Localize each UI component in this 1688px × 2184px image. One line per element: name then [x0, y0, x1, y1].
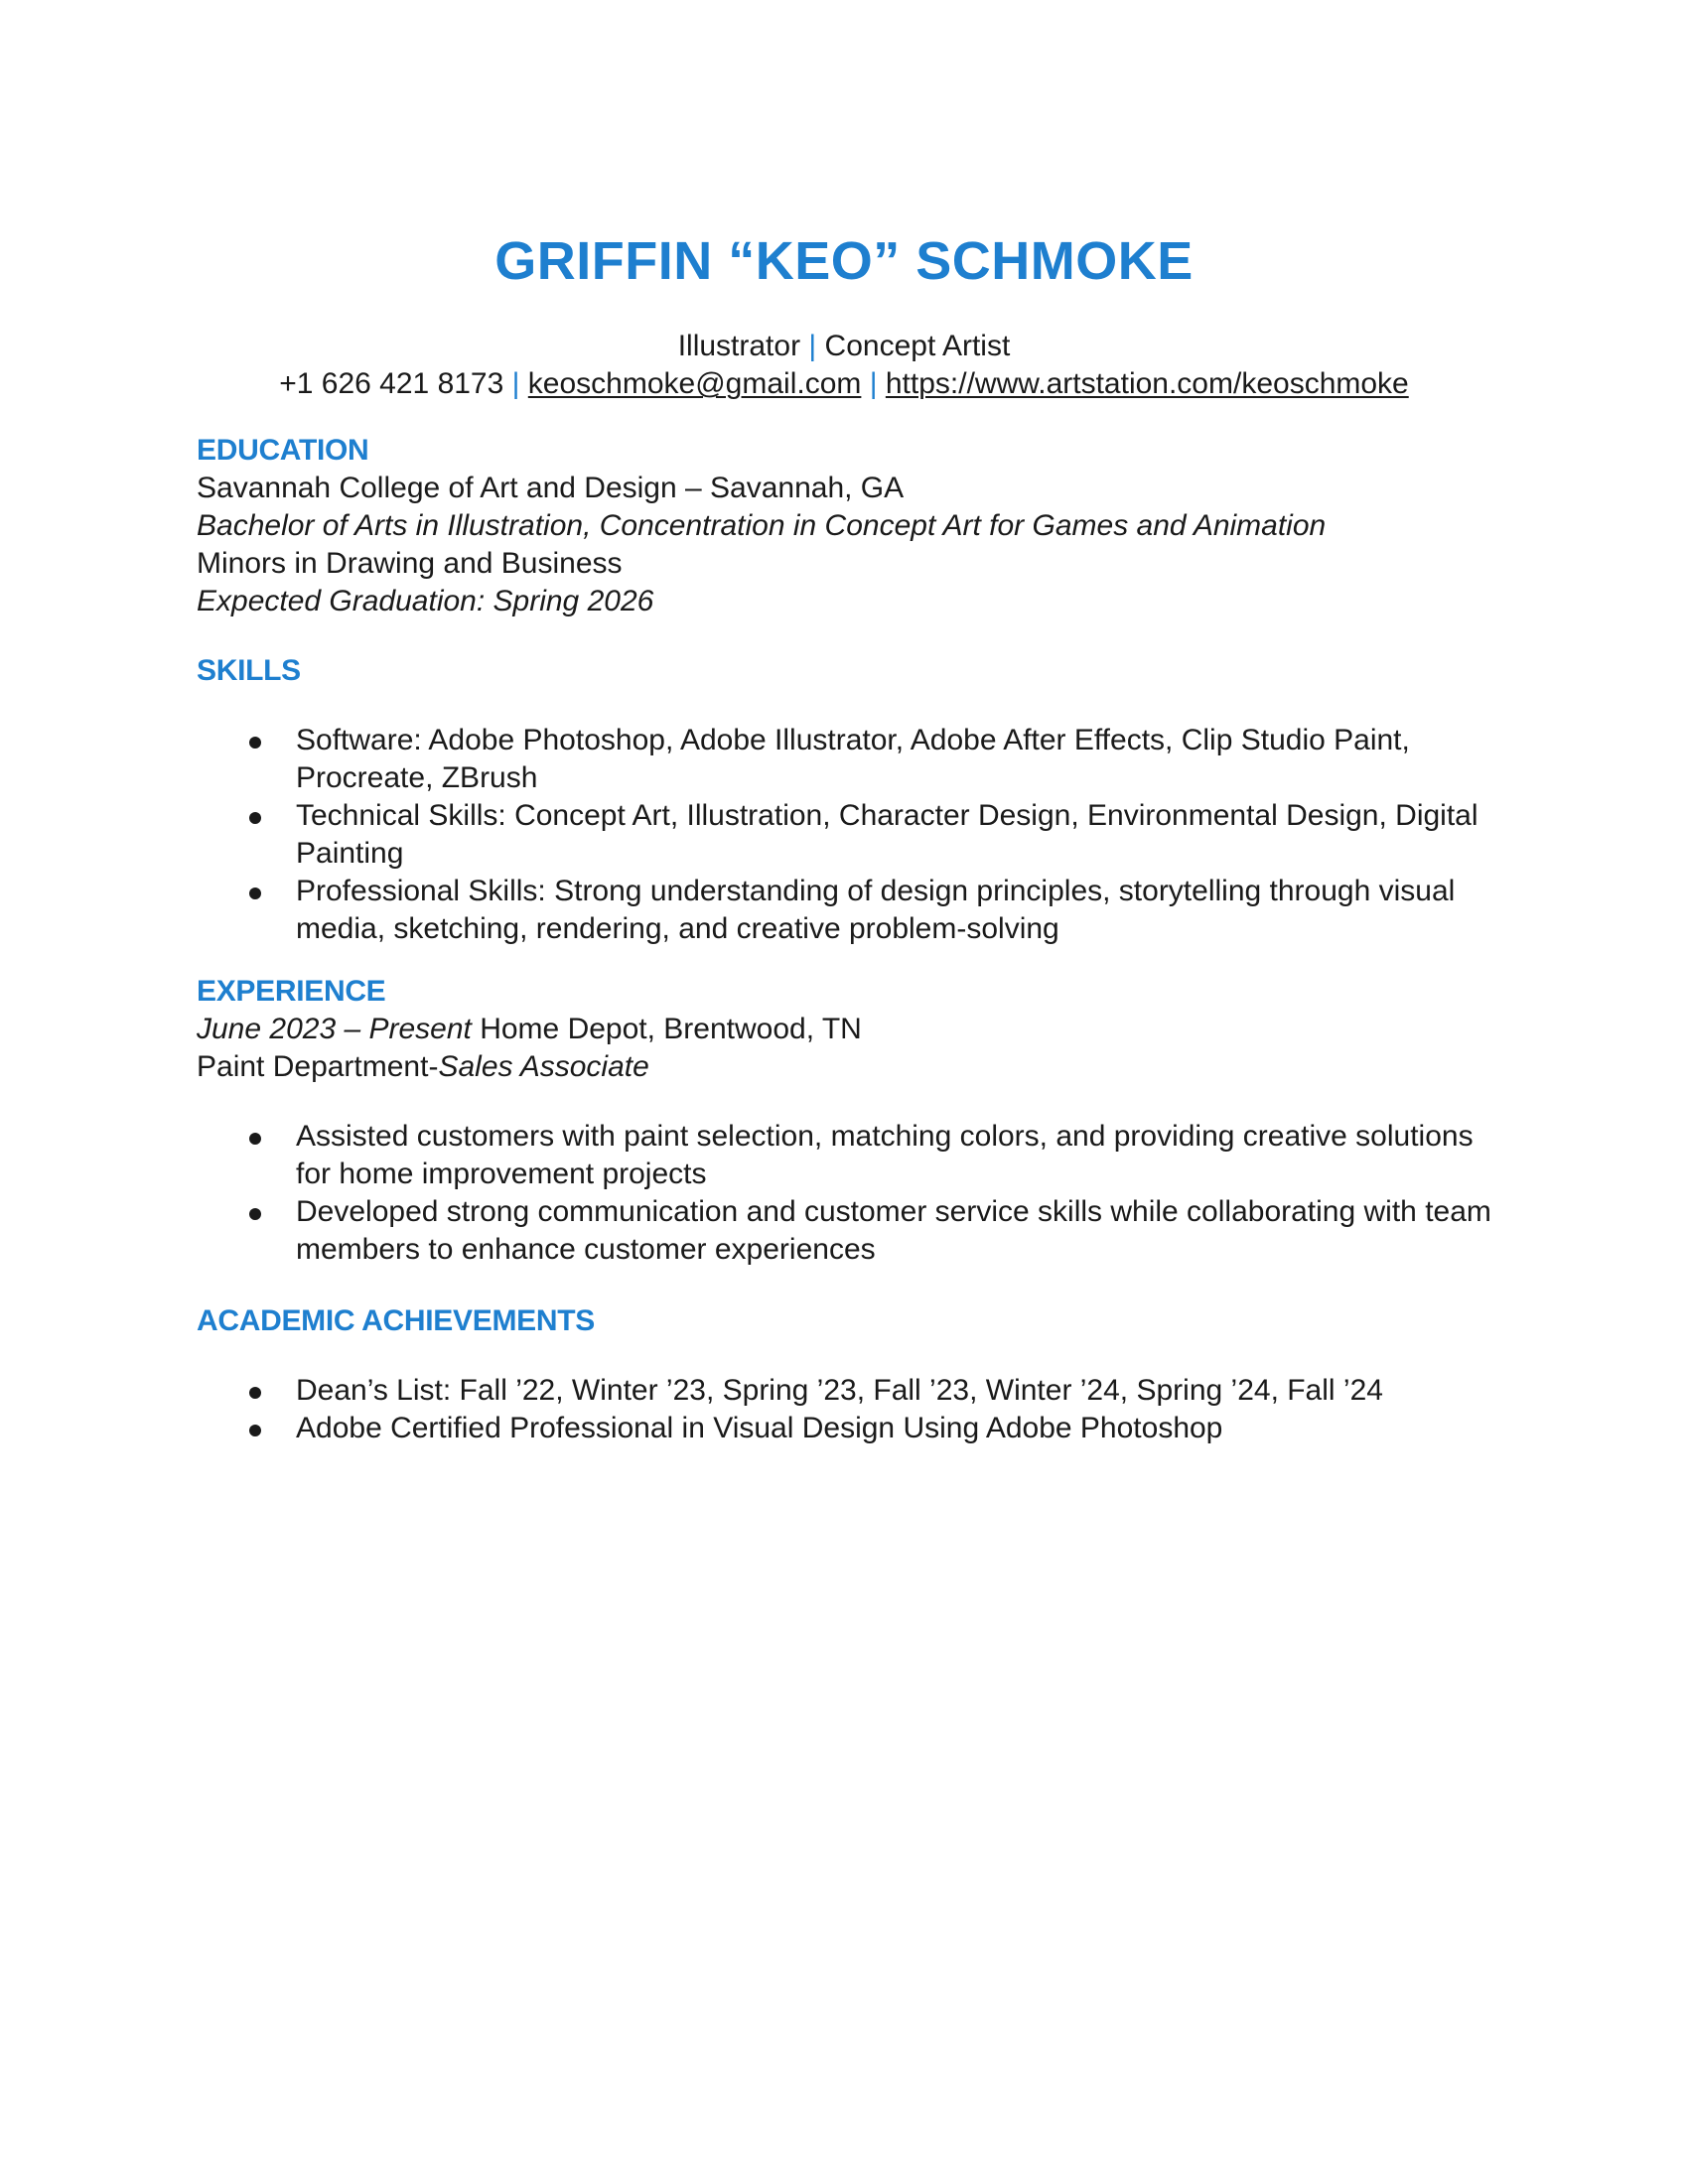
skills-heading: SKILLS	[197, 654, 301, 687]
education-heading: EDUCATION	[197, 434, 369, 467]
skills-list	[197, 722, 1499, 948]
job-department: Paint Department-	[197, 1050, 439, 1083]
resume-name: GRIFFIN “KEO” SCHMOKE	[494, 231, 1194, 291]
list-item	[197, 1118, 1499, 1193]
bullet-icon	[249, 1133, 261, 1145]
contact-separator: |	[511, 367, 520, 400]
contact-line	[0, 365, 1688, 403]
title-concept-artist: Concept Artist	[824, 330, 1011, 362]
job-employer: Home Depot, Brentwood, TN	[471, 1013, 862, 1045]
job-line	[197, 1011, 1499, 1048]
minors-line: Minors in Drawing and Business	[197, 547, 623, 580]
skills-section	[197, 652, 1499, 948]
job-role: Sales Associate	[438, 1050, 649, 1083]
portfolio-link[interactable]: https://www.artstation.com/keoschmoke	[885, 367, 1409, 400]
graduation-line: Expected Graduation: Spring 2026	[197, 585, 654, 617]
education-section	[197, 432, 1499, 620]
bullet-icon	[249, 1425, 261, 1436]
list-item	[197, 873, 1499, 948]
skill-software: Software: Adobe Photoshop, Adobe Illustrator, Adobe After Effects, Clip Studio Paint, Procreate, ZBrush	[296, 724, 1410, 794]
title-separator: |	[808, 330, 817, 362]
phone-number: +1 626 421 8173	[279, 367, 504, 400]
bullet-icon	[249, 1208, 261, 1220]
achievements-heading: ACADEMIC ACHIEVEMENTS	[197, 1304, 595, 1337]
skill-professional: Professional Skills: Strong understanding of design principles, storytelling through visual media, sketching, rendering, and creative problem-solving	[296, 875, 1456, 945]
experience-heading: EXPERIENCE	[197, 975, 386, 1008]
title-illustrator: Illustrator	[677, 330, 801, 362]
role-line	[197, 1048, 1499, 1086]
achievements-section	[197, 1302, 1499, 1447]
email-link[interactable]: keoschmoke@gmail.com	[527, 367, 862, 400]
certification-item: Adobe Certified Professional in Visual Design Using Adobe Photoshop	[296, 1412, 1223, 1444]
list-item	[197, 1193, 1499, 1269]
achievements-list	[197, 1372, 1499, 1447]
list-item	[197, 722, 1499, 797]
bullet-icon	[249, 812, 261, 824]
experience-item: Developed strong communication and customer service skills while collaborating with team members to enhance customer experiences	[296, 1195, 1491, 1266]
professional-title	[0, 328, 1688, 365]
list-item	[197, 797, 1499, 873]
school-line: Savannah College of Art and Design – Savannah, GA	[197, 472, 905, 504]
bullet-icon	[249, 887, 261, 899]
experience-item: Assisted customers with paint selection, matching colors, and providing creative solutions for home improvement projects	[296, 1120, 1474, 1190]
degree-line: Bachelor of Arts in Illustration, Concentration in Concept Art for Games and Animation	[197, 509, 1327, 542]
list-item	[197, 1372, 1499, 1410]
bullet-icon	[249, 1387, 261, 1399]
skill-technical: Technical Skills: Concept Art, Illustration, Character Design, Environmental Design, Digital Painting	[296, 799, 1478, 870]
bullet-icon	[249, 737, 261, 749]
contact-separator: |	[869, 367, 878, 400]
deans-list-item: Dean’s List: Fall ’22, Winter ’23, Spring ’23, Fall ’23, Winter ’24, Spring ’24, Fall ’24	[296, 1374, 1383, 1407]
job-dates: June 2023 – Present	[197, 1013, 472, 1045]
list-item	[197, 1410, 1499, 1447]
experience-list	[197, 1118, 1499, 1269]
experience-section	[197, 973, 1499, 1269]
